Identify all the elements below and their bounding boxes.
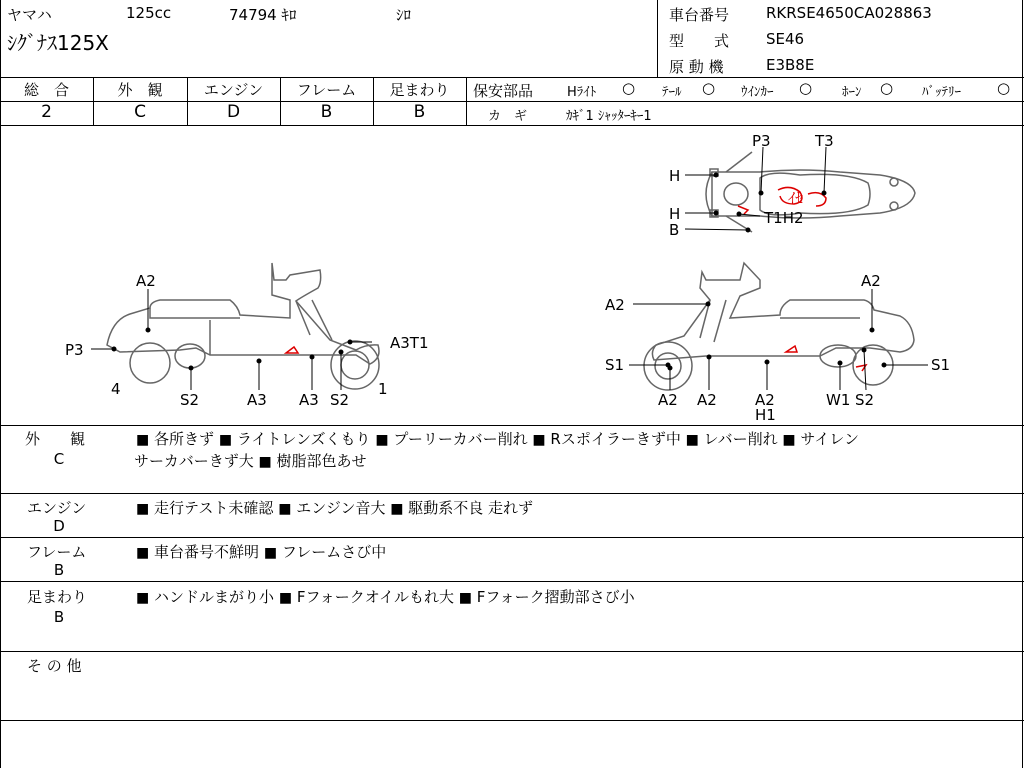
divider — [0, 720, 1024, 721]
divider — [0, 493, 1024, 494]
label-p3: P3 — [65, 341, 84, 359]
divider — [657, 0, 658, 78]
label-a2: A2 — [136, 272, 156, 290]
engine-grade-label: エンジン — [203, 81, 264, 99]
safety-mark: ○ — [880, 79, 894, 97]
label-scribble: ｲｾ — [788, 189, 804, 207]
suspension-notes: ■ ハンドルまがり小 ■ Fフォークオイルもれ大 ■ Fフォーク摺動部さび小 — [136, 588, 635, 606]
label-s1: S1 — [605, 356, 625, 374]
label-a2: A2 — [605, 296, 625, 314]
label-a3: A3 — [299, 391, 319, 409]
safety-horn: ﾎｰﾝ — [842, 85, 862, 100]
detail-suspension-grade: B — [53, 608, 65, 626]
scooter-diagram — [0, 126, 1024, 425]
engine-notes: ■ 走行テスト未確認 ■ エンジン音大 ■ 駆動系不良 走れず — [136, 499, 534, 517]
label-h-bottom: H — [669, 205, 681, 223]
label-w1: W1 — [826, 391, 851, 409]
label-b: B — [669, 221, 680, 239]
divider — [0, 581, 1024, 582]
exterior-notes-line1: ■ 各所きず ■ ライトレンズくもり ■ プーリーカバー削れ ■ Rスポイラーきず中 ■ レバー削れ ■ サイレン — [136, 430, 859, 448]
detail-engine-label: エンジン — [27, 499, 87, 517]
divider — [0, 425, 1024, 426]
mileage: 74794 ｷﾛ — [229, 6, 297, 24]
label-a3: A3 — [247, 391, 267, 409]
overall-label: 総 合 — [23, 81, 69, 99]
exterior-label: 外 観 — [117, 81, 163, 99]
top-view-scooter — [706, 152, 915, 232]
label-a2: A2 — [861, 272, 881, 290]
safety-mark: ○ — [702, 79, 716, 97]
keys-label: カ ギ — [488, 109, 528, 124]
frame-no-label: 車台番号 — [669, 6, 730, 24]
frame-notes: ■ 車台番号不鮮明 ■ フレームさび中 — [136, 543, 387, 561]
exterior-notes-line2: サーカバーきず大 ■ 樹脂部色あせ — [134, 452, 367, 470]
label-s1: S1 — [931, 356, 951, 374]
label-a2: A2 — [697, 391, 717, 409]
detail-suspension-label: 足まわり — [27, 588, 88, 606]
engine-label: 原 動 機 — [669, 58, 724, 76]
exterior-grade: C — [134, 102, 146, 122]
detail-other-label: そ の 他 — [27, 657, 82, 675]
detail-frame-label: フレーム — [27, 543, 87, 561]
label-h1: H1 — [755, 406, 776, 424]
safety-label: 保安部品 — [473, 82, 534, 100]
label-a2: A2 — [658, 391, 678, 409]
type-value: SE46 — [766, 30, 805, 48]
frame-no: RKRSE4650CA028863 — [766, 4, 932, 22]
label-4: 4 — [111, 380, 121, 398]
label-s2: S2 — [330, 391, 350, 409]
label-a3t1: A3T1 — [390, 334, 429, 352]
engine-grade: D — [226, 102, 241, 122]
maker: ヤマハ — [7, 6, 52, 24]
engine-value: E3B8E — [766, 56, 815, 74]
label-t3: T3 — [815, 132, 834, 150]
safety-battery: ﾊﾞｯﾃﾘｰ — [922, 85, 961, 100]
color: ｼﾛ — [396, 6, 412, 24]
safety-mark: ○ — [799, 79, 813, 97]
safety-mark: ○ — [622, 79, 636, 97]
model-name: ｼｸﾞﾅｽ125X — [7, 31, 109, 55]
detail-exterior-label: 外 観 — [25, 430, 86, 448]
divider — [466, 101, 1024, 102]
label-h-top: H — [669, 167, 681, 185]
displacement: 125cc — [126, 4, 172, 22]
divider — [0, 77, 1024, 78]
label-s2: S2 — [180, 391, 200, 409]
divider — [0, 537, 1024, 538]
divider — [0, 651, 1024, 652]
safety-tail: ﾃｰﾙ — [662, 85, 682, 100]
frame-grade-label: フレーム — [296, 81, 357, 99]
label-s2: S2 — [855, 391, 875, 409]
frame-grade: B — [320, 102, 333, 122]
label-p3-top: P3 — [752, 132, 771, 150]
safety-headlight: Hﾗｲﾄ — [567, 85, 597, 100]
safety-winker: ｳｲﾝｶｰ — [741, 85, 774, 100]
detail-engine-grade: D — [53, 517, 65, 535]
detail-frame-grade: B — [53, 561, 65, 579]
keys-value: ｶｷﾞ1 ｼｬｯﾀｰｷｰ1 — [566, 109, 652, 124]
suspension-grade-label: 足まわり — [389, 81, 450, 99]
type-label: 型 式 — [669, 32, 730, 50]
detail-exterior-grade: C — [53, 450, 65, 468]
label-1: 1 — [378, 380, 388, 398]
label-t1h2: T1H2 — [764, 209, 804, 227]
label-a2: A2 — [755, 391, 775, 409]
overall-grade: 2 — [41, 102, 52, 122]
suspension-grade: B — [413, 102, 426, 122]
safety-mark: ○ — [997, 79, 1011, 97]
